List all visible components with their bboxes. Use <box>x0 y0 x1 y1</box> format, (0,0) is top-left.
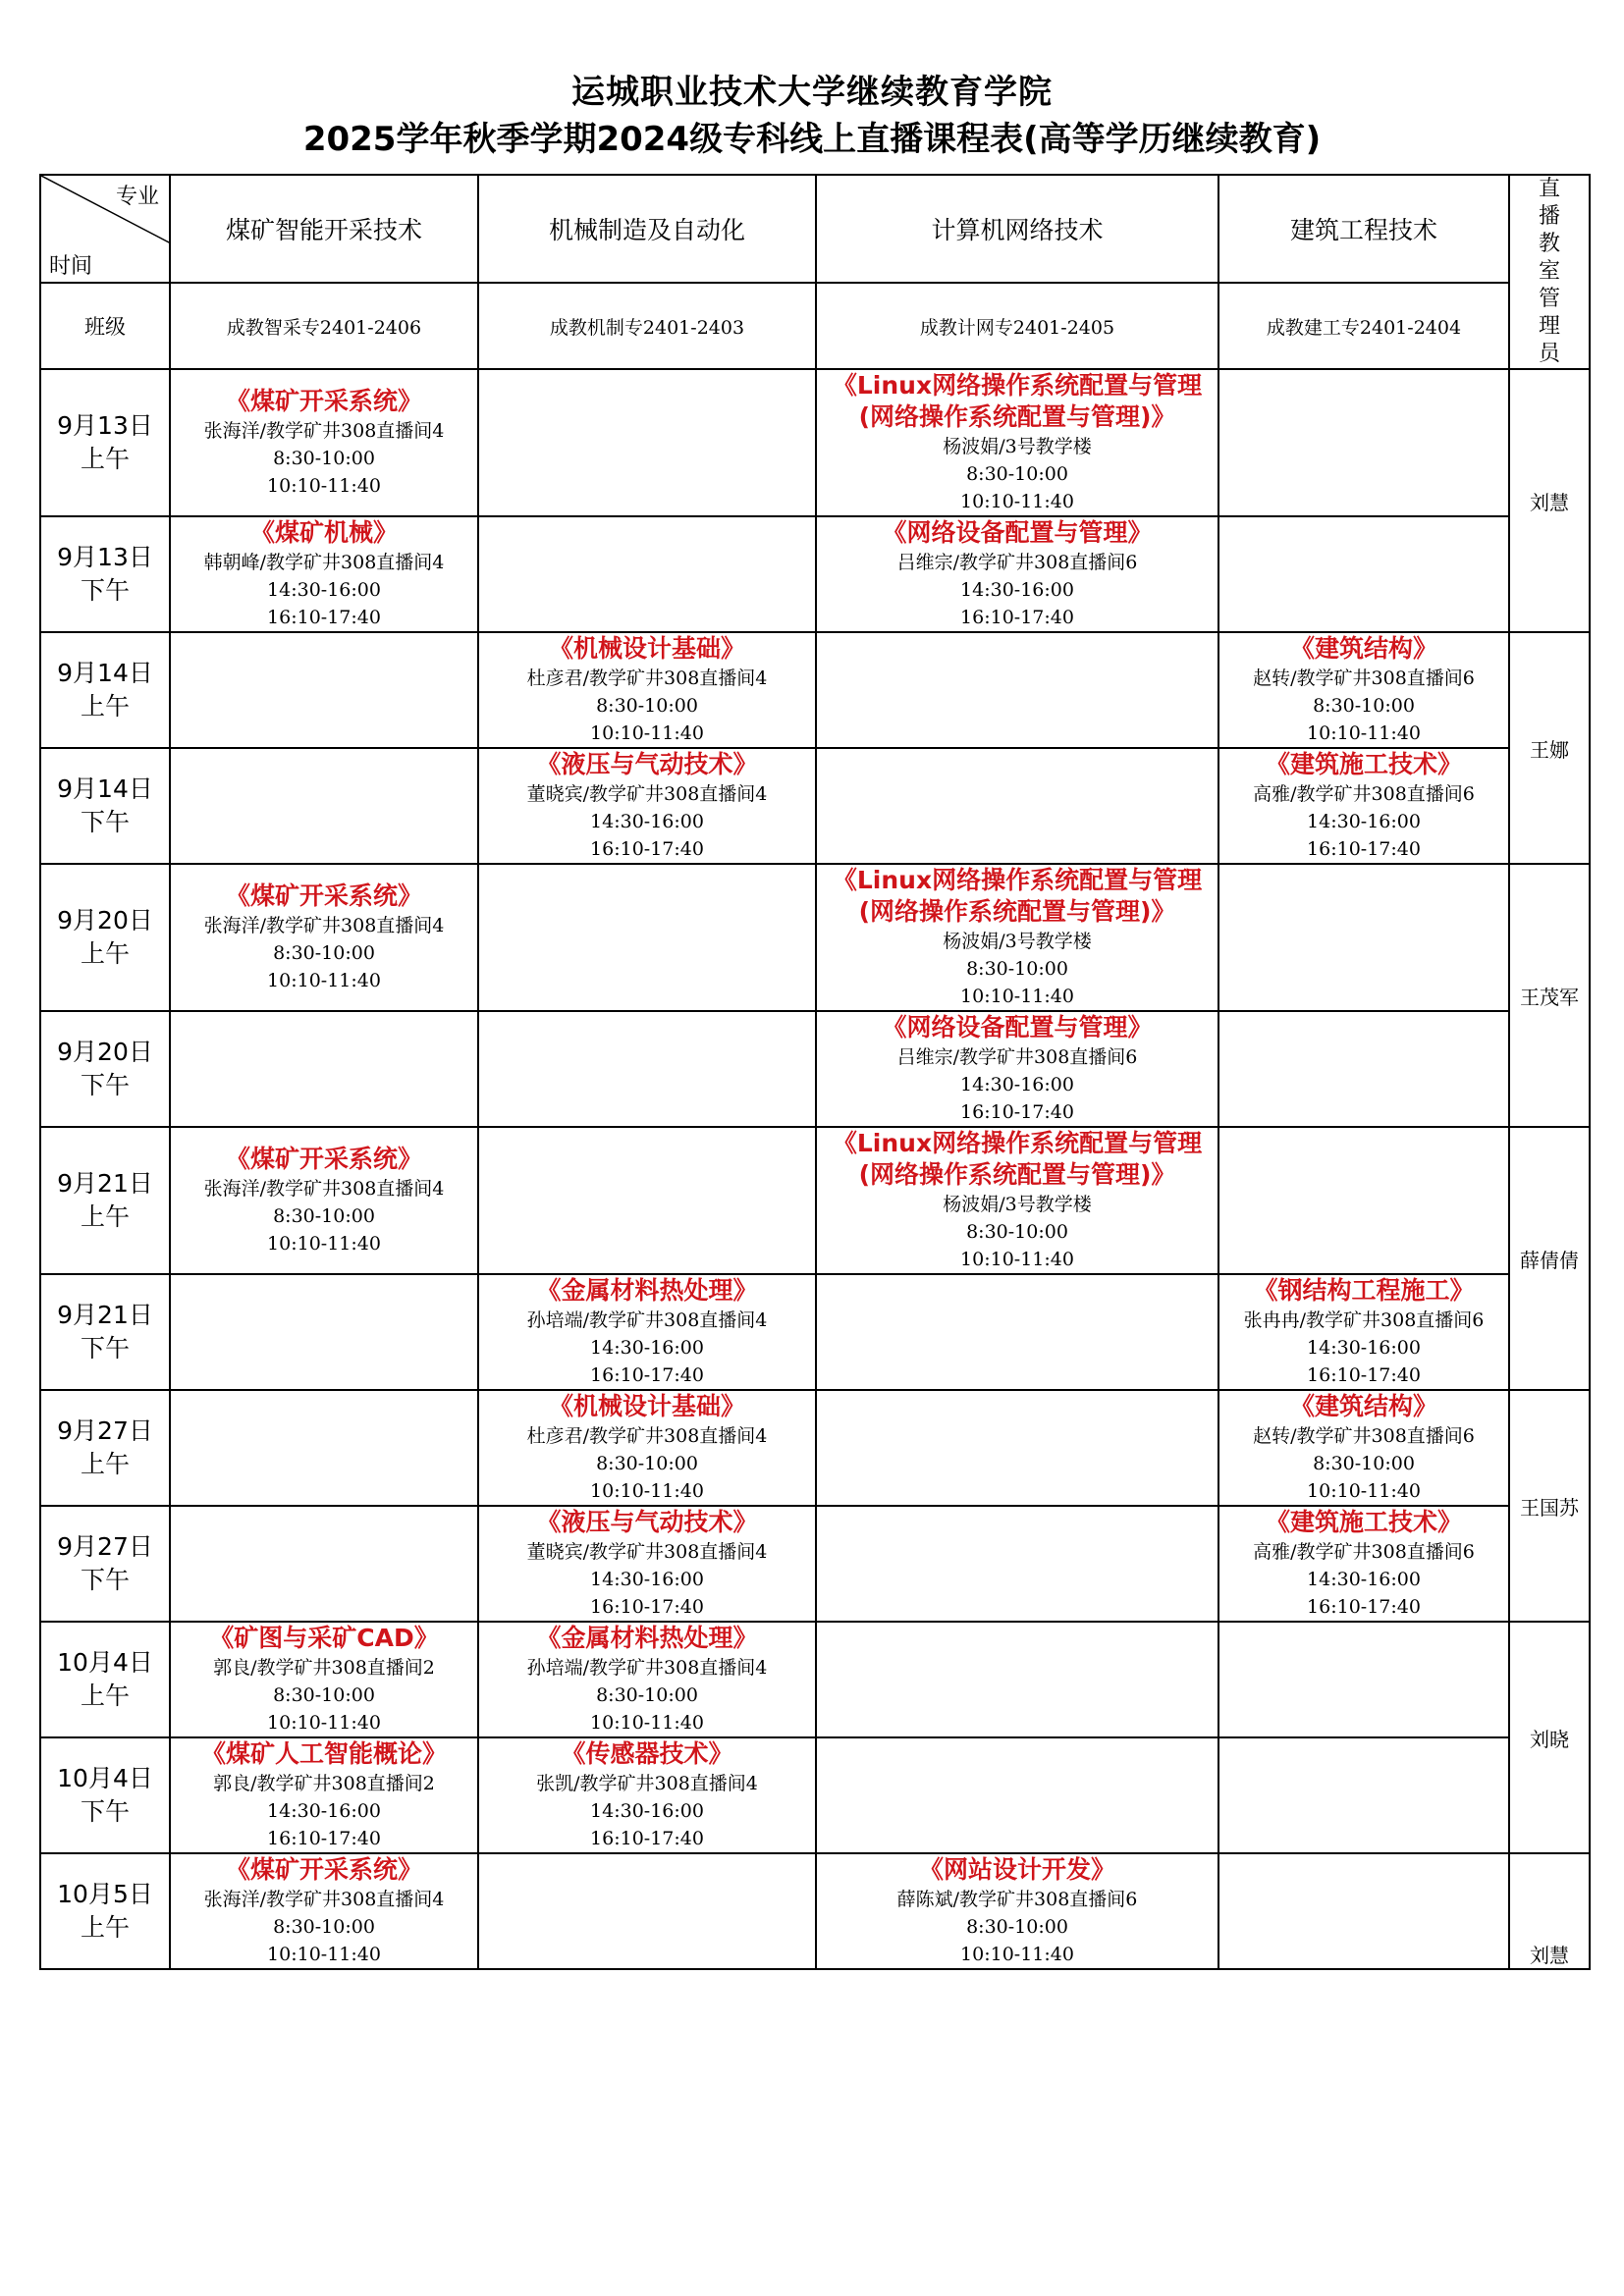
time-slot-2: 10:10-11:40 <box>590 722 704 744</box>
course-cell <box>478 1853 816 1969</box>
header-row-classes <box>40 283 1590 369</box>
major-header-0: 煤矿智能开采技术 <box>170 175 478 283</box>
course-cell <box>170 1737 478 1853</box>
date-label: 10月4日 <box>57 1648 153 1677</box>
major-header-2: 计算机网络技术 <box>816 175 1218 283</box>
teacher-room: 郭良/教学矿井308直播间2 <box>213 1773 435 1794</box>
course-cell <box>170 1622 478 1737</box>
course-cell <box>1218 516 1509 632</box>
time-slot-1: 14:30-16:00 <box>590 1800 704 1822</box>
schedule-row <box>40 864 1590 1011</box>
time-slot-2: 16:10-17:40 <box>590 1828 704 1849</box>
time-slot-1: 8:30-10:00 <box>1313 1453 1415 1474</box>
time-slot-2: 16:10-17:40 <box>590 1364 704 1386</box>
manager-cell: 王茂军 <box>1509 864 1590 1127</box>
teacher-room: 郭良/教学矿井308直播间2 <box>213 1657 435 1679</box>
course-cell <box>478 1274 816 1390</box>
course-cell <box>478 1506 816 1622</box>
time-slot-2: 16:10-17:40 <box>267 1828 381 1849</box>
time-slot-2: 10:10-11:40 <box>267 475 381 497</box>
teacher-room: 吕维宗/教学矿井308直播间6 <box>896 1046 1138 1068</box>
major-header-1: 机械制造及自动化 <box>478 175 816 283</box>
time-cell <box>40 1127 170 1274</box>
course-name: 《建筑施工技术》 <box>1265 1508 1462 1536</box>
course-cell <box>170 1506 478 1622</box>
time-slot-1: 8:30-10:00 <box>966 1916 1068 1938</box>
time-slot-2: 16:10-17:40 <box>960 607 1074 628</box>
time-slot-1: 14:30-16:00 <box>960 579 1074 601</box>
course-cell <box>816 1274 1218 1390</box>
teacher-room: 孙培端/教学矿井308直播间4 <box>526 1309 768 1331</box>
period-label: 上午 <box>80 939 130 968</box>
course-cell <box>478 1011 816 1127</box>
course-cell <box>170 1853 478 1969</box>
course-cell <box>1218 369 1509 516</box>
time-slot-1: 8:30-10:00 <box>596 695 698 717</box>
course-name: 《建筑结构》 <box>1289 634 1437 663</box>
course-cell <box>1218 1853 1509 1969</box>
course-name: 《机械设计基础》 <box>548 1392 745 1420</box>
course-cell <box>170 864 478 1011</box>
course-name: 《机械设计基础》 <box>548 634 745 663</box>
course-cell <box>170 748 478 864</box>
course-name: 《矿图与采矿CAD》 <box>209 1624 439 1652</box>
course-cell <box>1218 1011 1509 1127</box>
teacher-room: 薛陈斌/教学矿井308直播间6 <box>896 1889 1138 1910</box>
course-name: 《网站设计开发》 <box>918 1855 1115 1884</box>
teacher-room: 张海洋/教学矿井308直播间4 <box>203 1889 445 1910</box>
teacher-room: 高雅/教学矿井308直播间6 <box>1253 1541 1475 1563</box>
time-slot-1: 8:30-10:00 <box>273 1916 375 1938</box>
time-slot-2: 10:10-11:40 <box>1307 1480 1421 1502</box>
time-slot-1: 14:30-16:00 <box>960 1074 1074 1095</box>
course-cell <box>478 516 816 632</box>
course-cell <box>816 516 1218 632</box>
course-cell <box>1218 748 1509 864</box>
time-slot-1: 14:30-16:00 <box>590 1337 704 1359</box>
date-label: 10月4日 <box>57 1764 153 1792</box>
course-cell <box>1218 1390 1509 1506</box>
course-name: 《Linux网络操作系统配置与管理(网络操作系统配置与管理)》 <box>832 1129 1203 1189</box>
time-cell <box>40 1622 170 1737</box>
period-label: 上午 <box>80 692 130 721</box>
teacher-room: 赵转/教学矿井308直播间6 <box>1253 667 1475 689</box>
schedule-row <box>40 1390 1590 1506</box>
schedule-row <box>40 632 1590 748</box>
manager-header <box>1509 175 1590 369</box>
course-cell <box>816 369 1218 516</box>
time-cell <box>40 1274 170 1390</box>
teacher-room: 杨波娟/3号教学楼 <box>943 436 1092 457</box>
time-cell <box>40 1737 170 1853</box>
date-label: 9月13日 <box>57 543 153 571</box>
time-slot-1: 8:30-10:00 <box>966 1221 1068 1243</box>
teacher-room: 董晓宾/教学矿井308直播间4 <box>526 783 768 805</box>
teacher-room: 张冉冉/教学矿井308直播间6 <box>1243 1309 1485 1331</box>
time-cell <box>40 864 170 1011</box>
teacher-room: 杨波娟/3号教学楼 <box>943 1194 1092 1215</box>
course-cell <box>1218 864 1509 1011</box>
period-label: 上午 <box>80 1202 130 1231</box>
time-slot-1: 14:30-16:00 <box>1307 811 1421 832</box>
time-slot-2: 10:10-11:40 <box>267 970 381 991</box>
course-cell <box>478 1390 816 1506</box>
class-header-3: 成教建工专2401-2404 <box>1218 283 1509 369</box>
time-slot-1: 8:30-10:00 <box>966 958 1068 980</box>
course-cell <box>816 1011 1218 1127</box>
class-header-0: 成教智采专2401-2406 <box>170 283 478 369</box>
course-name: 《煤矿开采系统》 <box>225 1855 422 1884</box>
time-slot-1: 8:30-10:00 <box>1313 695 1415 717</box>
time-slot-2: 16:10-17:40 <box>1307 1596 1421 1618</box>
time-cell <box>40 1853 170 1969</box>
course-cell <box>816 748 1218 864</box>
corner-major-label: 专业 <box>115 185 159 209</box>
course-cell <box>170 1274 478 1390</box>
teacher-room: 吕维宗/教学矿井308直播间6 <box>896 552 1138 573</box>
time-slot-2: 10:10-11:40 <box>590 1712 704 1734</box>
course-name: 《液压与气动技术》 <box>536 1508 758 1536</box>
date-label: 9月14日 <box>57 774 153 803</box>
date-label: 9月27日 <box>57 1416 153 1445</box>
page-title-line1: 运城职业技术大学继续教育学院 <box>571 73 1053 112</box>
period-label: 上午 <box>80 1913 130 1942</box>
time-slot-1: 8:30-10:00 <box>596 1453 698 1474</box>
teacher-room: 杨波娟/3号教学楼 <box>943 931 1092 952</box>
schedule-row <box>40 748 1590 864</box>
teacher-room: 董晓宾/教学矿井308直播间4 <box>526 1541 768 1563</box>
date-label: 9月21日 <box>57 1301 153 1329</box>
period-label: 上午 <box>80 1450 130 1478</box>
teacher-room: 张海洋/教学矿井308直播间4 <box>203 420 445 442</box>
course-cell <box>1218 1274 1509 1390</box>
course-cell <box>816 1853 1218 1969</box>
schedule-row <box>40 1011 1590 1127</box>
time-slot-2: 10:10-11:40 <box>960 986 1074 1007</box>
teacher-room: 张海洋/教学矿井308直播间4 <box>203 915 445 936</box>
date-label: 9月14日 <box>57 659 153 687</box>
course-name: 《网络设备配置与管理》 <box>882 518 1153 547</box>
time-slot-2: 10:10-11:40 <box>267 1944 381 1965</box>
time-slot-1: 14:30-16:00 <box>590 811 704 832</box>
course-cell <box>478 369 816 516</box>
time-slot-1: 8:30-10:00 <box>273 942 375 964</box>
time-slot-1: 14:30-16:00 <box>267 1800 381 1822</box>
schedule-row <box>40 1506 1590 1622</box>
teacher-room: 高雅/教学矿井308直播间6 <box>1253 783 1475 805</box>
manager-cell: 刘慧 <box>1509 1853 1590 1969</box>
course-name: 《网络设备配置与管理》 <box>882 1013 1153 1041</box>
course-name: 《煤矿人工智能概论》 <box>200 1739 447 1768</box>
time-slot-1: 8:30-10:00 <box>966 463 1068 485</box>
date-label: 9月21日 <box>57 1169 153 1198</box>
schedule-row <box>40 369 1590 516</box>
course-name: 《煤矿开采系统》 <box>225 1145 422 1173</box>
time-slot-1: 14:30-16:00 <box>590 1569 704 1590</box>
time-slot-2: 16:10-17:40 <box>960 1101 1074 1123</box>
time-slot-2: 16:10-17:40 <box>1307 838 1421 860</box>
course-cell <box>170 1011 478 1127</box>
time-cell <box>40 1390 170 1506</box>
manager-cell: 王娜 <box>1509 632 1590 864</box>
time-slot-1: 8:30-10:00 <box>596 1684 698 1706</box>
course-cell <box>816 1390 1218 1506</box>
time-cell <box>40 632 170 748</box>
teacher-room: 杜彦君/教学矿井308直播间4 <box>526 1425 768 1447</box>
header-row-majors <box>40 175 1590 283</box>
course-name: 《钢结构工程施工》 <box>1253 1276 1475 1305</box>
teacher-room: 张凯/教学矿井308直播间4 <box>536 1773 758 1794</box>
manager-cell: 刘晓 <box>1509 1622 1590 1853</box>
class-header-2: 成教计网专2401-2405 <box>816 283 1218 369</box>
major-header-3: 建筑工程技术 <box>1218 175 1509 283</box>
schedule-table <box>39 174 1591 1970</box>
time-slot-2: 16:10-17:40 <box>590 838 704 860</box>
class-label: 班级 <box>40 283 170 369</box>
course-cell <box>478 1127 816 1274</box>
course-name: 《煤矿机械》 <box>249 518 398 547</box>
time-slot-1: 14:30-16:00 <box>1307 1337 1421 1359</box>
time-slot-2: 10:10-11:40 <box>960 491 1074 512</box>
course-cell <box>1218 1622 1509 1737</box>
period-label: 下午 <box>80 1797 130 1826</box>
schedule-row <box>40 1622 1590 1737</box>
period-label: 下午 <box>80 1566 130 1594</box>
time-cell <box>40 516 170 632</box>
course-name: 《煤矿开采系统》 <box>225 387 422 415</box>
schedule-row <box>40 1274 1590 1390</box>
time-slot-2: 16:10-17:40 <box>590 1596 704 1618</box>
time-cell <box>40 748 170 864</box>
course-cell <box>478 864 816 1011</box>
time-slot-2: 10:10-11:40 <box>267 1712 381 1734</box>
time-cell <box>40 369 170 516</box>
course-cell <box>816 632 1218 748</box>
date-label: 9月27日 <box>57 1532 153 1561</box>
manager-cell: 刘慧 <box>1509 369 1590 632</box>
course-cell <box>170 369 478 516</box>
teacher-room: 韩朝峰/教学矿井308直播间4 <box>203 552 445 573</box>
course-cell <box>170 1390 478 1506</box>
course-name: 《液压与气动技术》 <box>536 750 758 778</box>
corner-time-label: 时间 <box>49 254 93 280</box>
period-label: 下午 <box>80 808 130 836</box>
period-label: 上午 <box>80 1682 130 1710</box>
date-label: 9月13日 <box>57 411 153 440</box>
manager-cell: 薛倩倩 <box>1509 1127 1590 1390</box>
time-slot-2: 10:10-11:40 <box>1307 722 1421 744</box>
course-name: 《传感器技术》 <box>561 1739 733 1768</box>
teacher-room: 杜彦君/教学矿井308直播间4 <box>526 667 768 689</box>
time-slot-1: 8:30-10:00 <box>273 448 375 469</box>
course-cell <box>478 632 816 748</box>
course-cell <box>816 1127 1218 1274</box>
course-name: 《金属材料热处理》 <box>536 1276 758 1305</box>
time-slot-1: 8:30-10:00 <box>273 1205 375 1227</box>
time-cell <box>40 1506 170 1622</box>
course-cell <box>170 516 478 632</box>
course-cell <box>816 1737 1218 1853</box>
time-slot-2: 10:10-11:40 <box>960 1944 1074 1965</box>
course-cell <box>170 632 478 748</box>
course-cell <box>1218 1737 1509 1853</box>
schedule-row <box>40 1127 1590 1274</box>
course-cell <box>478 1622 816 1737</box>
time-slot-2: 16:10-17:40 <box>1307 1364 1421 1386</box>
time-slot-2: 10:10-11:40 <box>590 1480 704 1502</box>
course-name: 《建筑结构》 <box>1289 1392 1437 1420</box>
course-cell <box>478 748 816 864</box>
course-cell <box>816 1622 1218 1737</box>
course-cell <box>478 1737 816 1853</box>
period-label: 下午 <box>80 576 130 605</box>
teacher-room: 赵转/教学矿井308直播间6 <box>1253 1425 1475 1447</box>
teacher-room: 张海洋/教学矿井308直播间4 <box>203 1178 445 1200</box>
course-name: 《煤矿开采系统》 <box>225 881 422 910</box>
time-slot-2: 16:10-17:40 <box>267 607 381 628</box>
course-name: 《Linux网络操作系统配置与管理(网络操作系统配置与管理)》 <box>832 371 1203 431</box>
time-cell <box>40 1011 170 1127</box>
time-slot-2: 10:10-11:40 <box>960 1249 1074 1270</box>
schedule-row <box>40 516 1590 632</box>
course-name: 《金属材料热处理》 <box>536 1624 758 1652</box>
course-cell <box>816 1506 1218 1622</box>
manager-header-text: 直 播 教 室 管 理 员 <box>1538 177 1560 366</box>
course-cell <box>1218 632 1509 748</box>
time-slot-1: 14:30-16:00 <box>1307 1569 1421 1590</box>
time-slot-1: 14:30-16:00 <box>267 579 381 601</box>
course-name: 《Linux网络操作系统配置与管理(网络操作系统配置与管理)》 <box>832 866 1203 926</box>
period-label: 上午 <box>80 445 130 473</box>
page-title-line2: 2025学年秋季学期2024级专科线上直播课程表(高等学历继续教育) <box>302 120 1322 159</box>
schedule-row <box>40 1737 1590 1853</box>
course-cell <box>170 1127 478 1274</box>
period-label: 下午 <box>80 1071 130 1099</box>
manager-cell: 王国苏 <box>1509 1390 1590 1622</box>
course-cell <box>1218 1127 1509 1274</box>
date-label: 9月20日 <box>57 906 153 934</box>
date-label: 10月5日 <box>57 1880 153 1908</box>
corner-cell <box>40 175 170 283</box>
teacher-room: 孙培端/教学矿井308直播间4 <box>526 1657 768 1679</box>
class-header-1: 成教机制专2401-2403 <box>478 283 816 369</box>
course-name: 《建筑施工技术》 <box>1265 750 1462 778</box>
course-cell <box>1218 1506 1509 1622</box>
time-slot-1: 8:30-10:00 <box>273 1684 375 1706</box>
time-slot-2: 10:10-11:40 <box>267 1233 381 1255</box>
date-label: 9月20日 <box>57 1038 153 1066</box>
schedule-row <box>40 1853 1590 1969</box>
period-label: 下午 <box>80 1334 130 1362</box>
course-cell <box>816 864 1218 1011</box>
